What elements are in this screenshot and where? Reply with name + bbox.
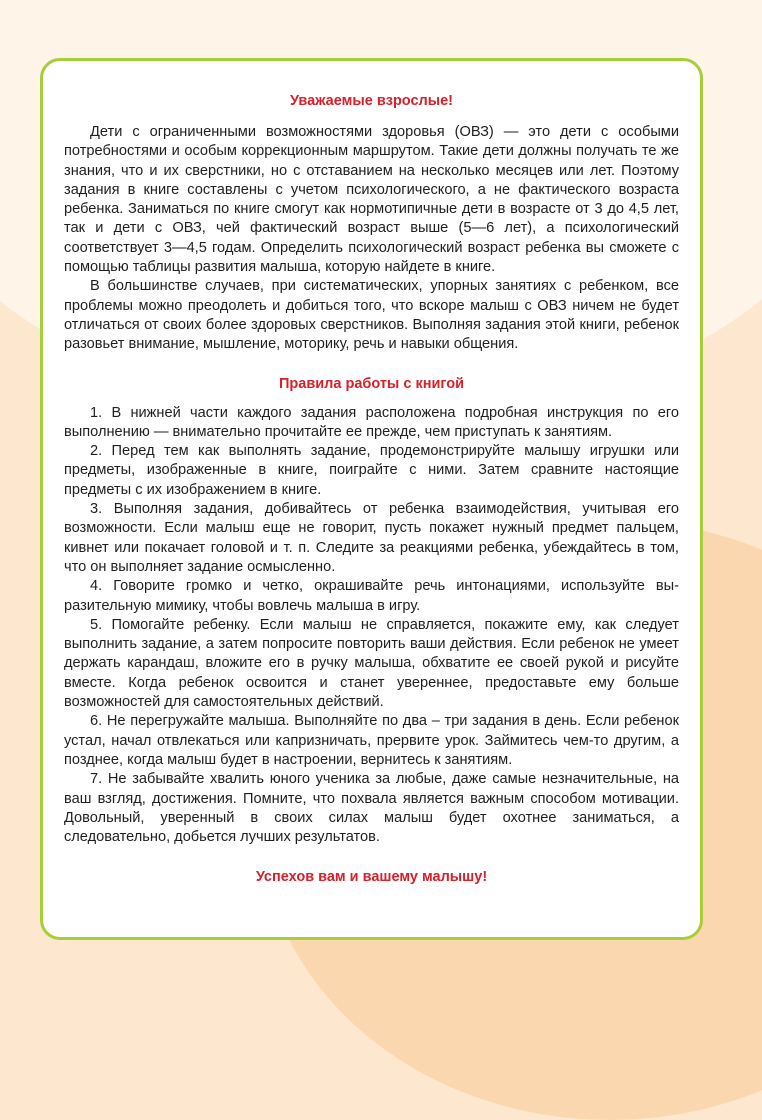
rules-heading: Правила работы с книгой	[278, 375, 464, 392]
closing-wish: Успехов вам и вашему малышу!	[255, 869, 488, 886]
rule-item: 3. Выполняя задания, добивайтесь от ребенка взаимодействия, учитывая его возможности. Если малыш еще не говорит, пусть покажет нужный предмет пальцем, кивнет или покачает головой и т. п. Следите за реакциями ребенка, убеждайтесь в том, что он выполняет задание осмысленно.	[64, 501, 679, 575]
rule-item: 7. Не забывайте хвалить юного ученика за любые, даже самые незначительные, на ваш взгляд, достижения. Помните, что похвала является важным способом мотивации. Довольный, уверенный в своих силах малыш будет охотнее заниматься, а следовательно, добьется лучших результатов.	[64, 771, 679, 846]
rule-item: 4. Говорите громко и четко, окрашивайте речь интонациями, используйте выразительную мимику, чтобы вовлечь малыша в игру.	[64, 578, 679, 614]
rule-item: 5. Помогайте ребенку. Если малыш не справляется, покажите ему, как следует выполнить задание, а затем попросите повторить ваши действия. Если ребенок не умеет держать карандаш, вложите его в ручку малыша, обхватите ее своей рукой и рисуйте вместе. Когда ребенок освоится и станет увереннее, предоставьте ему больше возможностей для самостоятельных действий.	[64, 616, 679, 711]
rule-item: 1. В нижней части каждого задания расположена подробная инструкция по его выполнению — внимательно прочитайте ее прежде, чем приступать к занятиям.	[64, 404, 679, 440]
rule-item: 2. Перед тем как выполнять задание, продемонстрируйте малышу игрушки или предметы, изображенные в книге, поиграйте с ними. Затем сравните настоящие предметы с их изображением в книге.	[64, 443, 679, 498]
content-card	[40, 58, 703, 940]
intro-paragraph: Дети с ограниченными возможностями здоровья (ОВЗ) — это дети с особыми потребностями и особым коррекционным маршрутом. Такие дети должны получать те же знания, что и их сверстники, но с отставанием на несколько месяцев или лет. Поэтому задания в книге составлены с учетом психологического, а не фактического возраста ребенка. Заниматься по книге смогут как нормотипичные дети в возрасте от 3 до 4,5 лет, так и дети с ОВЗ, чей фактический возраст выше (5—6 лет), а психологический соответствует 3—4,5 годам. Определить психологический возраст ребенка вы сможете с помощью таблицы развития малыша, которую найдете в книге.	[64, 124, 679, 276]
page-heading: Уважаемые взрослые!	[289, 93, 454, 109]
intro-paragraph: В большинстве случаев, при систематических, упорных занятиях с ребенком, все проблемы можно преодолеть и добиться того, что вскоре малыш с ОВЗ ничем не будет отличаться от своих более здоровых сверстников. Выполняя задания этой книги, ребенок разовьет внимание, мышление, моторику, речь и навыки общения.	[64, 278, 679, 353]
rule-item: 6. Не перегружайте малыша. Выполняйте по два – три задания в день. Если ребенок устал, начал отвлекаться или капризничать, прервите урок. Займитесь чем-то другим, а позднее, когда малыш будет в настроении, вернитесь к занятиям.	[64, 713, 679, 768]
